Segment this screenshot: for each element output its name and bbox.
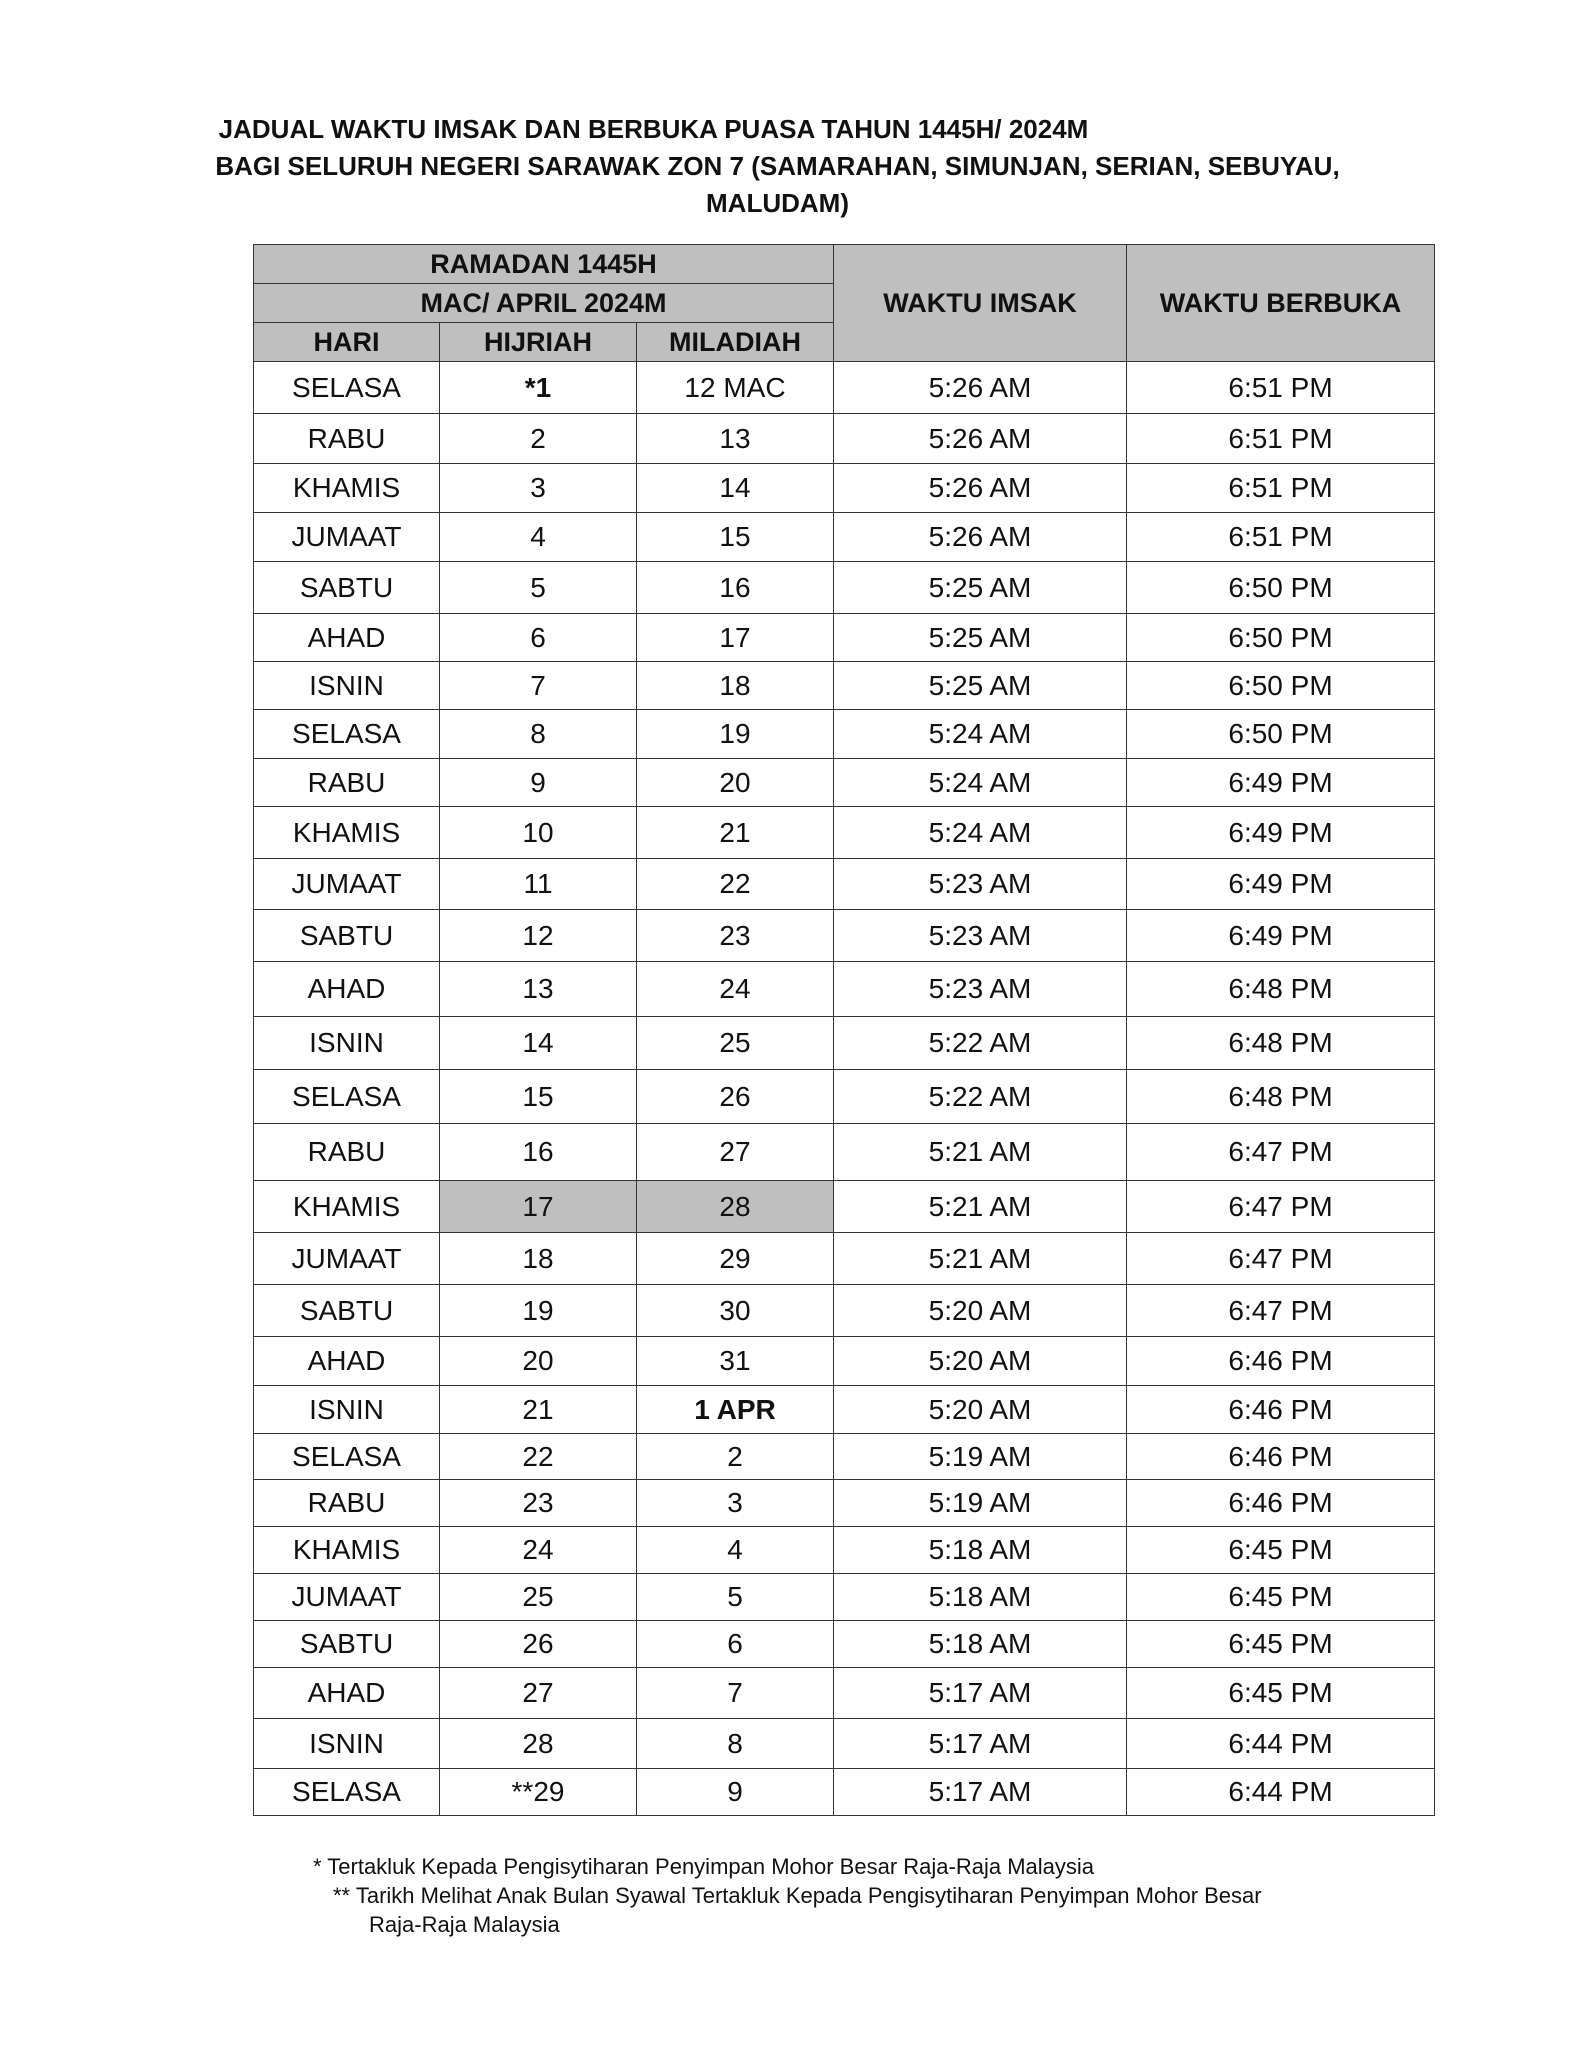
cell-miladiah: 5: [637, 1574, 834, 1621]
cell-hari: SELASA: [254, 1769, 440, 1816]
cell-hijriah: 4: [440, 513, 637, 562]
cell-miladiah: 8: [637, 1719, 834, 1769]
cell-imsak: 5:18 AM: [834, 1574, 1127, 1621]
table-row: [254, 1233, 1435, 1285]
cell-hijriah: 18: [440, 1233, 637, 1285]
cell-hijriah: 22: [440, 1434, 637, 1480]
header-months: MAC/ APRIL 2024M: [254, 284, 834, 323]
cell-hari: JUMAAT: [254, 513, 440, 562]
cell-imsak: 5:21 AM: [834, 1233, 1127, 1285]
cell-miladiah: 26: [637, 1070, 834, 1124]
cell-berbuka: 6:50 PM: [1127, 562, 1435, 614]
cell-hari: SABTU: [254, 562, 440, 614]
cell-miladiah: 31: [637, 1337, 834, 1386]
cell-hari: ISNIN: [254, 1719, 440, 1769]
schedule-table: [253, 244, 1435, 1816]
cell-imsak: 5:24 AM: [834, 807, 1127, 859]
table-row: [254, 807, 1435, 859]
table-row: [254, 1527, 1435, 1574]
cell-miladiah: 15: [637, 513, 834, 562]
cell-imsak: 5:18 AM: [834, 1621, 1127, 1668]
cell-berbuka: 6:48 PM: [1127, 962, 1435, 1017]
cell-miladiah: 21: [637, 807, 834, 859]
cell-hari: AHAD: [254, 614, 440, 662]
cell-imsak: 5:19 AM: [834, 1434, 1127, 1480]
cell-hari: JUMAAT: [254, 1574, 440, 1621]
cell-imsak: 5:17 AM: [834, 1769, 1127, 1816]
cell-berbuka: 6:45 PM: [1127, 1574, 1435, 1621]
cell-imsak: 5:26 AM: [834, 414, 1127, 464]
table-row: [254, 614, 1435, 662]
cell-berbuka: 6:45 PM: [1127, 1668, 1435, 1719]
cell-miladiah: 29: [637, 1233, 834, 1285]
cell-berbuka: 6:51 PM: [1127, 464, 1435, 513]
cell-imsak: 5:25 AM: [834, 614, 1127, 662]
cell-hijriah: *1: [440, 362, 637, 414]
footnote-2: ** Tarikh Melihat Anak Bulan Syawal Tertakluk Kepada Pengisytiharan Penyimpan Mohor Besar: [333, 1883, 1262, 1908]
cell-berbuka: 6:49 PM: [1127, 759, 1435, 807]
cell-miladiah: 23: [637, 910, 834, 962]
table-row: [254, 759, 1435, 807]
cell-miladiah: 25: [637, 1017, 834, 1070]
cell-hari: KHAMIS: [254, 464, 440, 513]
cell-hijriah: 13: [440, 962, 637, 1017]
cell-berbuka: 6:46 PM: [1127, 1434, 1435, 1480]
cell-berbuka: 6:50 PM: [1127, 614, 1435, 662]
cell-imsak: 5:20 AM: [834, 1285, 1127, 1337]
header-waktu-imsak: WAKTU IMSAK: [834, 245, 1127, 362]
cell-hijriah: 24: [440, 1527, 637, 1574]
cell-miladiah: 30: [637, 1285, 834, 1337]
cell-hijriah: 2: [440, 414, 637, 464]
cell-berbuka: 6:49 PM: [1127, 859, 1435, 910]
cell-hari: SELASA: [254, 362, 440, 414]
cell-hari: AHAD: [254, 962, 440, 1017]
cell-berbuka: 6:44 PM: [1127, 1769, 1435, 1816]
cell-miladiah: 19: [637, 710, 834, 759]
cell-hijriah: 25: [440, 1574, 637, 1621]
cell-miladiah: 17: [637, 614, 834, 662]
cell-imsak: 5:17 AM: [834, 1719, 1127, 1769]
header-miladiah: MILADIAH: [637, 323, 834, 362]
cell-miladiah: 6: [637, 1621, 834, 1668]
cell-hijriah: 8: [440, 710, 637, 759]
cell-hijriah: 26: [440, 1621, 637, 1668]
cell-hari: JUMAAT: [254, 859, 440, 910]
cell-hari: RABU: [254, 1480, 440, 1527]
table-row: [254, 1621, 1435, 1668]
table-row: [254, 1181, 1435, 1233]
table-row: [254, 1769, 1435, 1816]
table-row: [254, 1386, 1435, 1434]
schedule-body: [254, 362, 1435, 1816]
cell-hijriah: 20: [440, 1337, 637, 1386]
cell-hari: RABU: [254, 414, 440, 464]
page-title-line-2: BAGI SELURUH NEGERI SARAWAK ZON 7 (SAMARAHAN, SIMUNJAN, SERIAN, SEBUYAU,: [215, 151, 1340, 181]
cell-hari: SABTU: [254, 910, 440, 962]
cell-miladiah: 13: [637, 414, 834, 464]
cell-miladiah: 28: [637, 1181, 834, 1233]
cell-imsak: 5:23 AM: [834, 962, 1127, 1017]
cell-hijriah: 28: [440, 1719, 637, 1769]
cell-imsak: 5:26 AM: [834, 464, 1127, 513]
cell-hari: SELASA: [254, 1434, 440, 1480]
cell-hijriah: 3: [440, 464, 637, 513]
page-title-line-3: MALUDAM): [706, 188, 849, 218]
cell-imsak: 5:21 AM: [834, 1181, 1127, 1233]
cell-hari: SELASA: [254, 710, 440, 759]
cell-berbuka: 6:47 PM: [1127, 1124, 1435, 1181]
table-row: [254, 562, 1435, 614]
cell-berbuka: 6:50 PM: [1127, 710, 1435, 759]
table-row: [254, 362, 1435, 414]
table-row: [254, 1668, 1435, 1719]
cell-berbuka: 6:49 PM: [1127, 910, 1435, 962]
cell-hari: SABTU: [254, 1285, 440, 1337]
cell-hijriah: 16: [440, 1124, 637, 1181]
cell-imsak: 5:24 AM: [834, 710, 1127, 759]
table-row: [254, 1070, 1435, 1124]
cell-imsak: 5:18 AM: [834, 1527, 1127, 1574]
cell-imsak: 5:26 AM: [834, 362, 1127, 414]
cell-hijriah: 14: [440, 1017, 637, 1070]
cell-berbuka: 6:47 PM: [1127, 1181, 1435, 1233]
cell-berbuka: 6:45 PM: [1127, 1621, 1435, 1668]
cell-miladiah: 20: [637, 759, 834, 807]
table-row: [254, 1480, 1435, 1527]
cell-miladiah: 7: [637, 1668, 834, 1719]
cell-imsak: 5:25 AM: [834, 662, 1127, 710]
cell-hijriah: 27: [440, 1668, 637, 1719]
header-hari: HARI: [254, 323, 440, 362]
cell-hari: ISNIN: [254, 1386, 440, 1434]
table-row: [254, 513, 1435, 562]
cell-berbuka: 6:47 PM: [1127, 1233, 1435, 1285]
cell-hari: RABU: [254, 1124, 440, 1181]
footnotes: [313, 1852, 1262, 1939]
table-row: [254, 1434, 1435, 1480]
table-row: [254, 859, 1435, 910]
cell-miladiah: 4: [637, 1527, 834, 1574]
table-row: [254, 1017, 1435, 1070]
cell-hijriah: 19: [440, 1285, 637, 1337]
cell-hari: AHAD: [254, 1668, 440, 1719]
cell-berbuka: 6:46 PM: [1127, 1337, 1435, 1386]
cell-imsak: 5:17 AM: [834, 1668, 1127, 1719]
cell-miladiah: 24: [637, 962, 834, 1017]
table-row: [254, 1285, 1435, 1337]
cell-miladiah: 2: [637, 1434, 834, 1480]
cell-hari: AHAD: [254, 1337, 440, 1386]
table-row: [254, 1719, 1435, 1769]
table-row: [254, 1574, 1435, 1621]
cell-hijriah: **29: [440, 1769, 637, 1816]
cell-berbuka: 6:46 PM: [1127, 1480, 1435, 1527]
table-row: [254, 662, 1435, 710]
cell-hari: SELASA: [254, 1070, 440, 1124]
cell-imsak: 5:26 AM: [834, 513, 1127, 562]
header-hijriah: HIJRIAH: [440, 323, 637, 362]
cell-berbuka: 6:45 PM: [1127, 1527, 1435, 1574]
cell-miladiah: 14: [637, 464, 834, 513]
cell-miladiah: 3: [637, 1480, 834, 1527]
table-row: [254, 710, 1435, 759]
table-row: [254, 1124, 1435, 1181]
table-row: [254, 910, 1435, 962]
cell-hijriah: 6: [440, 614, 637, 662]
cell-hijriah: 10: [440, 807, 637, 859]
cell-berbuka: 6:51 PM: [1127, 513, 1435, 562]
cell-hijriah: 11: [440, 859, 637, 910]
cell-imsak: 5:19 AM: [834, 1480, 1127, 1527]
cell-hijriah: 15: [440, 1070, 637, 1124]
cell-miladiah: 22: [637, 859, 834, 910]
cell-hijriah: 9: [440, 759, 637, 807]
cell-hijriah: 17: [440, 1181, 637, 1233]
cell-miladiah: 9: [637, 1769, 834, 1816]
cell-hari: JUMAAT: [254, 1233, 440, 1285]
cell-hari: KHAMIS: [254, 1181, 440, 1233]
header-ramadan: RAMADAN 1445H: [254, 245, 834, 284]
footnote-2-continued: Raja-Raja Malaysia: [369, 1912, 560, 1937]
cell-imsak: 5:20 AM: [834, 1386, 1127, 1434]
cell-imsak: 5:22 AM: [834, 1070, 1127, 1124]
cell-hari: SABTU: [254, 1621, 440, 1668]
page-title-line-1: JADUAL WAKTU IMSAK DAN BERBUKA PUASA TAHUN 1445H/ 2024M: [218, 114, 1089, 144]
cell-hari: ISNIN: [254, 662, 440, 710]
cell-berbuka: 6:51 PM: [1127, 362, 1435, 414]
cell-miladiah: 1 APR: [637, 1386, 834, 1434]
cell-berbuka: 6:49 PM: [1127, 807, 1435, 859]
cell-berbuka: 6:46 PM: [1127, 1386, 1435, 1434]
cell-imsak: 5:23 AM: [834, 859, 1127, 910]
cell-berbuka: 6:50 PM: [1127, 662, 1435, 710]
cell-berbuka: 6:44 PM: [1127, 1719, 1435, 1769]
cell-imsak: 5:21 AM: [834, 1124, 1127, 1181]
cell-miladiah: 27: [637, 1124, 834, 1181]
cell-hari: ISNIN: [254, 1017, 440, 1070]
cell-imsak: 5:20 AM: [834, 1337, 1127, 1386]
cell-hari: KHAMIS: [254, 807, 440, 859]
table-row: [254, 414, 1435, 464]
cell-imsak: 5:24 AM: [834, 759, 1127, 807]
cell-hari: RABU: [254, 759, 440, 807]
footnote-1: * Tertakluk Kepada Pengisytiharan Penyimpan Mohor Besar Raja-Raja Malaysia: [313, 1854, 1094, 1879]
cell-hijriah: 5: [440, 562, 637, 614]
cell-hijriah: 12: [440, 910, 637, 962]
cell-hijriah: 21: [440, 1386, 637, 1434]
cell-imsak: 5:25 AM: [834, 562, 1127, 614]
cell-hijriah: 23: [440, 1480, 637, 1527]
cell-imsak: 5:22 AM: [834, 1017, 1127, 1070]
cell-berbuka: 6:51 PM: [1127, 414, 1435, 464]
cell-berbuka: 6:48 PM: [1127, 1017, 1435, 1070]
cell-miladiah: 18: [637, 662, 834, 710]
cell-berbuka: 6:48 PM: [1127, 1070, 1435, 1124]
cell-berbuka: 6:47 PM: [1127, 1285, 1435, 1337]
cell-miladiah: 16: [637, 562, 834, 614]
table-row: [254, 1337, 1435, 1386]
cell-imsak: 5:23 AM: [834, 910, 1127, 962]
cell-hijriah: 7: [440, 662, 637, 710]
table-row: [254, 962, 1435, 1017]
cell-hari: KHAMIS: [254, 1527, 440, 1574]
header-waktu-berbuka: WAKTU BERBUKA: [1127, 245, 1435, 362]
cell-miladiah: 12 MAC: [637, 362, 834, 414]
table-row: [254, 464, 1435, 513]
